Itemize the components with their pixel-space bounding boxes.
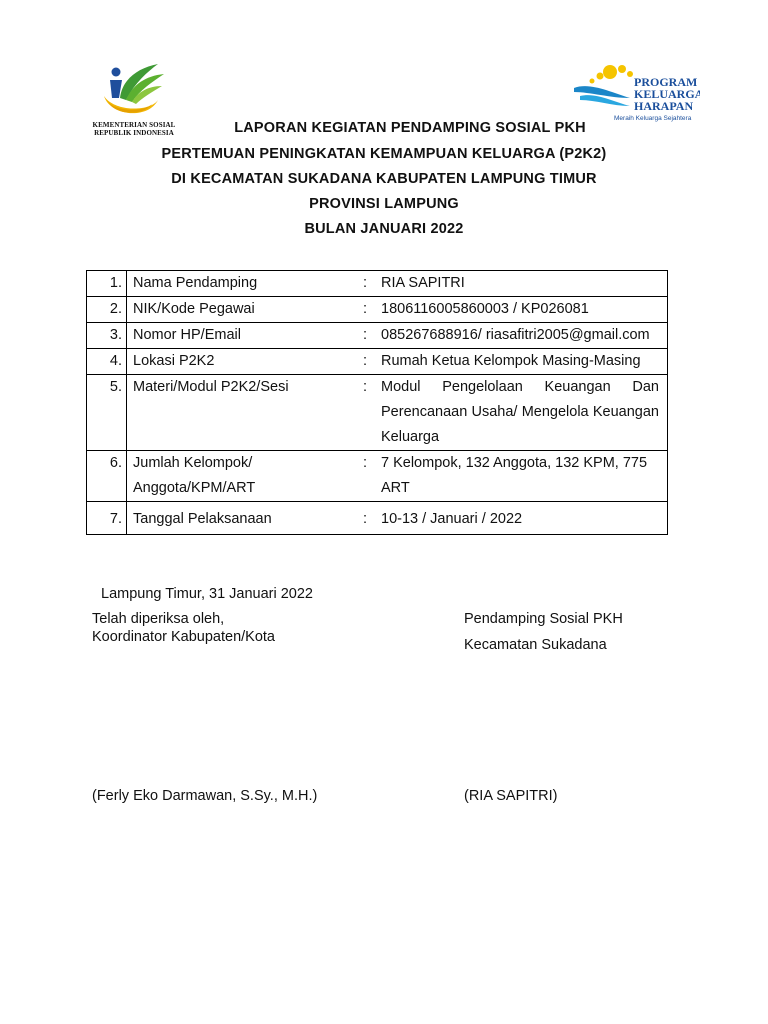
coordinator-name: (Ferly Eko Darmawan, S.Sy., M.H.) <box>92 788 318 804</box>
row-value: RIA SAPITRI <box>381 271 668 297</box>
row-label: Tanggal Pelaksanaan <box>127 502 364 535</box>
companion-name: (RIA SAPITRI) <box>464 788 558 804</box>
row-number: 4. <box>87 349 127 375</box>
report-subtitle-province: PROVINSI LAMPUNG <box>309 196 459 212</box>
logo-caption-line2: REPUBLIK INDONESIA <box>94 129 174 137</box>
row-value: 10-13 / Januari / 2022 <box>381 502 668 535</box>
row-label: Nama Pendamping <box>127 271 364 297</box>
coordinator-role: Koordinator Kabupaten/Kota <box>92 629 275 645</box>
logo-caption-line1: KEMENTERIAN SOSIAL <box>92 121 176 129</box>
table-row <box>87 502 668 535</box>
row-label: Nomor HP/Email <box>127 323 364 349</box>
row-number: 7. <box>87 502 127 535</box>
companion-role: Pendamping Sosial PKH <box>464 611 623 627</box>
row-number: 5. <box>87 375 127 451</box>
svg-text:KELUARGA: KELUARGA <box>634 87 700 101</box>
table-row <box>87 375 668 451</box>
row-colon: : <box>363 323 381 349</box>
table-row <box>87 323 668 349</box>
report-title: LAPORAN KEGIATAN PENDAMPING SOSIAL PKH <box>234 120 586 136</box>
row-number: 6. <box>87 451 127 502</box>
table-row <box>87 451 668 502</box>
row-value: Rumah Ketua Kelompok Masing-Masing <box>381 349 668 375</box>
svg-text:Meraih Keluarga Sejahtera: Meraih Keluarga Sejahtera <box>614 115 692 122</box>
table-row <box>87 349 668 375</box>
table-row <box>87 297 668 323</box>
companion-district: Kecamatan Sukadana <box>464 637 607 653</box>
row-value: Modul Pengelolaan Keuangan Dan Perencanaan Usaha/ Mengelola Keuangan Keluarga <box>381 375 668 451</box>
row-colon: : <box>363 375 381 451</box>
row-colon: : <box>363 297 381 323</box>
row-label: Materi/Modul P2K2/Sesi <box>127 375 364 451</box>
checked-by-label: Telah diperiksa oleh, <box>92 611 225 627</box>
info-table <box>86 270 668 535</box>
row-number: 1. <box>87 271 127 297</box>
place-date: Lampung Timur, 31 Januari 2022 <box>101 586 313 602</box>
program-keluarga-harapan-logo-icon <box>570 62 700 126</box>
row-label: Jumlah Kelompok/ Anggota/KPM/ART <box>127 451 364 502</box>
row-value: 7 Kelompok, 132 Anggota, 132 KPM, 775 ART <box>381 451 668 502</box>
report-subtitle-location: DI KECAMATAN SUKADANA KABUPATEN LAMPUNG TIMUR <box>171 171 597 187</box>
table-row <box>87 271 668 297</box>
checked-by-block <box>92 610 275 646</box>
row-value: 1806116005860003 / KP026081 <box>381 297 668 323</box>
row-number: 3. <box>87 323 127 349</box>
row-colon: : <box>363 271 381 297</box>
row-label: NIK/Kode Pegawai <box>127 297 364 323</box>
row-label: Lokasi P2K2 <box>127 349 364 375</box>
row-colon: : <box>363 502 381 535</box>
row-colon: : <box>363 349 381 375</box>
svg-text:PROGRAM: PROGRAM <box>634 75 698 89</box>
row-value: 085267688916/ riasafitri2005@gmail.com <box>381 323 668 349</box>
report-subtitle-month: BULAN JANUARI 2022 <box>304 221 464 237</box>
svg-text:HARAPAN: HARAPAN <box>634 99 694 113</box>
row-colon: : <box>363 451 381 502</box>
report-subtitle-p2k2: PERTEMUAN PENINGKATAN KEMAMPUAN KELUARGA (P2K2) <box>161 146 607 162</box>
row-number: 2. <box>87 297 127 323</box>
